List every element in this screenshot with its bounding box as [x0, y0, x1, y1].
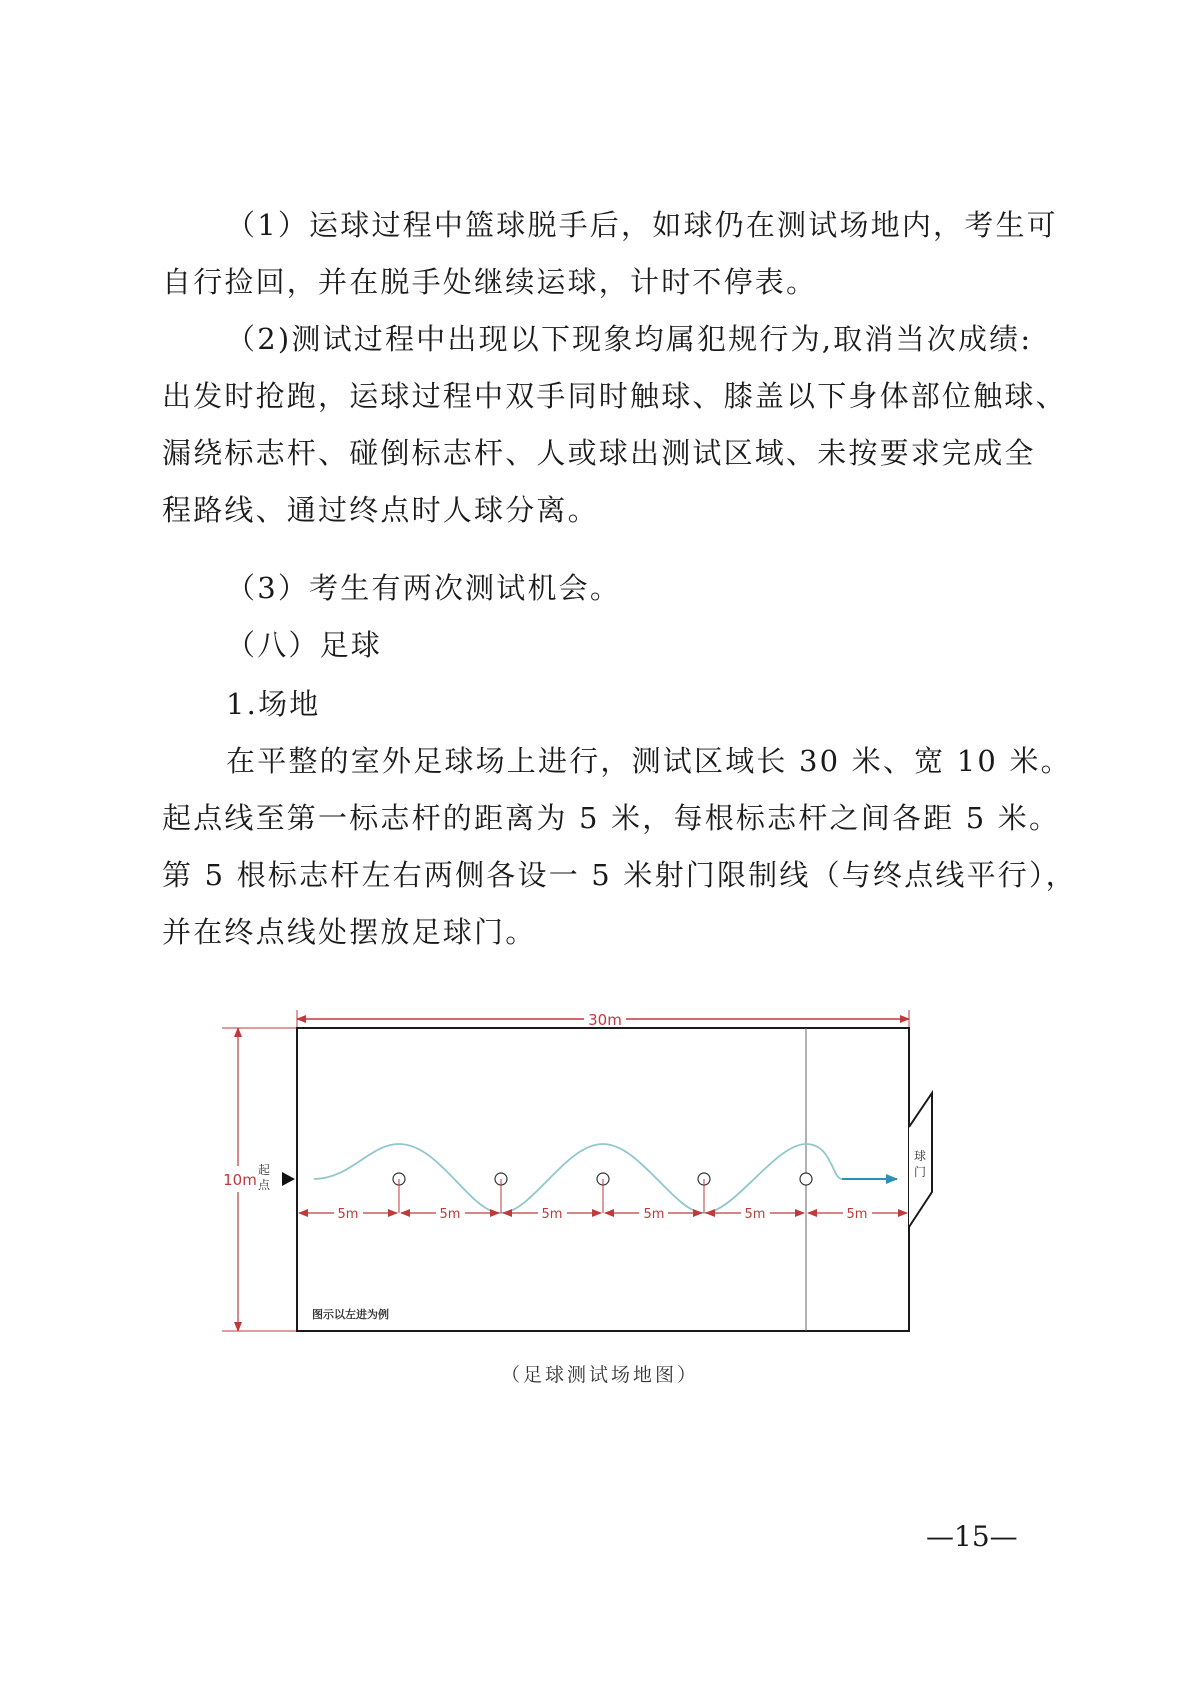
length-label: 30m	[588, 1011, 622, 1029]
start-label-1: 起	[257, 1163, 271, 1177]
goal-label-1: 球	[913, 1149, 927, 1163]
marker-pole-1	[393, 1173, 405, 1213]
marker-pole-5	[800, 1173, 812, 1185]
segment-label-5: 5m	[744, 1207, 766, 1222]
segment-label-4: 5m	[643, 1207, 665, 1222]
paragraph-line-9: 起点线至第一标志杆的距离为 5 米，每根标志杆之间各距 5 米。	[162, 801, 1061, 835]
figure-caption: （足球测试场地图）	[500, 1364, 699, 1386]
paragraph-line-11: 并在终点线处摆放足球门。	[162, 915, 537, 949]
goal-label-2: 门	[913, 1165, 927, 1179]
segment-dimension-2	[401, 1207, 499, 1222]
paragraph-line-6: 程路线、通过终点时人球分离。	[162, 493, 599, 527]
segment-label-6: 5m	[846, 1207, 868, 1222]
start-label-2: 点	[257, 1178, 271, 1192]
paragraph-line-1: （1）运球过程中篮球脱手后，如球仍在测试场地内，考生可	[226, 208, 1058, 242]
width-label: 10m	[223, 1171, 257, 1189]
paragraph-line-8: 在平整的室外足球场上进行，测试区域长 30 米、宽 10 米。	[226, 744, 1072, 778]
subsection-heading: 1.场地	[226, 687, 321, 721]
paragraph-line-2: 自行捡回，并在脱手处继续运球，计时不停表。	[162, 265, 818, 299]
segment-dimension-3	[503, 1207, 601, 1222]
segment-dimension-6	[808, 1207, 907, 1222]
segment-dimension-1	[299, 1207, 397, 1222]
paragraph-line-3: （2)测试过程中出现以下现象均属犯规行为,取消当次成绩:	[226, 322, 1033, 356]
segment-label-1: 5m	[337, 1207, 359, 1222]
section-heading: （八）足球	[226, 628, 383, 662]
paragraph-line-7: （3）考生有两次测试机会。	[226, 571, 622, 605]
marker-pole-4	[698, 1173, 710, 1213]
diagram-note: 图示以左进为例	[312, 1308, 389, 1321]
segment-label-2: 5m	[439, 1207, 461, 1222]
segment-dimension-5	[706, 1207, 804, 1222]
segment-dimension-4	[605, 1207, 702, 1222]
segment-label-3: 5m	[541, 1207, 563, 1222]
paragraph-line-4: 出发时抢跑，运球过程中双手同时触球、膝盖以下身体部位触球、	[162, 379, 1067, 413]
page-number: —15—	[926, 1520, 1018, 1553]
paragraph-line-5: 漏绕标志杆、碰倒标志杆、人或球出测试区域、未按要求完成全	[162, 436, 1036, 470]
marker-pole-3	[597, 1173, 609, 1213]
marker-pole-2	[495, 1173, 507, 1213]
start-arrow-icon	[282, 1172, 295, 1186]
paragraph-line-10: 第 5 根标志杆左右两侧各设一 5 米射门限制线（与终点线平行），	[162, 858, 1077, 892]
